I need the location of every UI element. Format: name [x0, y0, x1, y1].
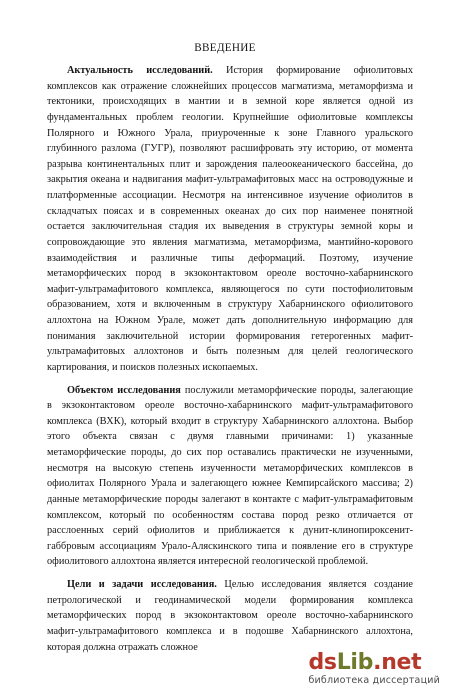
logo-part-lib: Lib	[336, 650, 374, 675]
logo-part-net: net	[381, 650, 422, 675]
logo-part-ds: ds	[308, 650, 337, 675]
logo-wordmark	[308, 651, 440, 675]
paragraph-relevance	[47, 63, 413, 376]
logo-dot: .	[373, 650, 382, 675]
paragraph-object	[47, 383, 413, 571]
logo-subtitle: библиотека диссертаций	[308, 675, 440, 686]
page-title: ВВЕДЕНИЕ	[194, 42, 256, 54]
paragraph-lead: Объектом исследования	[67, 384, 181, 396]
paragraph-text: История формирование офиолитовых комплексов как отражение сложнейших процессов магматизма, метаморфизма и тектоники, происходящих в мантии и в земной коре является одной из фундаментальных проблем геологии. Крупнейшие офиолитовые комплексы Полярного и Южного Урала, приуроченные к зоне Главного уральского глубинного разлома (ГУГР), позволяют расшифровать эту историю, от момента разрыва континентальных плит и зарождения палеоокеанического бассейна, до закрытия океана и надвигания мафит-ультрамафитовых масс на островодужные и платформенные ассоциации. Несмотря на интенсивное изучение офиолитов в складчатых поясах и в современных океанах до сих пор наименее понятной остается заключительная стадия их выведения в структуры земной коры и сопровождающие это явления магматизма, метаморфизма, мантийно-корового взаимодействия и различные типы деформаций. Поэтому, изучение метаморфических пород в экзоконтактовом ореоле восточно-хабарнинского мафит-ультрамафитового комплекса, являющегося по сути постофиолитовым образованием, хотя и включенным в структуру Хабарнинского офиолитового аллохтона на Южном Урале, может дать дополнительную информацию для понимания заключительной истории формирования гетерогенных мафит-ультрамафитовых аллохтонов и быть полезным для целей геологического картирования, и поисков полезных ископаемых.	[47, 65, 413, 373]
paragraph-lead: Актуальность исследований.	[67, 65, 213, 76]
paragraph-lead: Цели и задачи исследования.	[67, 579, 217, 590]
paragraph-text: Целью исследования является создание петрологической и геодинамической модели формирования комплекса метаморфических пород в экзоконтактовом ореоле восточно-хабарнинского мафит-ультрамафитового комплекса и в подошве Хабарнинского аллохтона, которая должна отражать сложное	[47, 579, 413, 653]
paragraph-goals	[47, 577, 413, 655]
document-body	[47, 63, 413, 655]
dslib-watermark-logo[interactable]	[308, 651, 440, 686]
paragraph-text: послужили метаморфические породы, залегающие в экзоконтактовом ореоле восточно-хабарнинского мафит-ультрамафитового комплекса (ВХК), который входит в структуру Хабарнинского аллохтона. Выбор этого объекта связан с двумя главными причинами: 1) указанные метаморфические породы, до сих пор оставались практически не изученными, несмотря на высокую степень изученности метаморфических комплексов в офиолитах Полярного Урала и залегающего южнее Кемпирсайского массива; 2) данные метаморфические породы залегают в контакте с мафит-ультрамафитовым комплексом, который по особенностям состава пород резко отличается от расслоенных серий офиолитов и приближается к дунит-клинопироксенит-габбровым ассоциациям Урало-Аляскинского типа и появление его в структуре офиолитового аллохтона является интересной геологической проблемой.	[47, 384, 413, 568]
